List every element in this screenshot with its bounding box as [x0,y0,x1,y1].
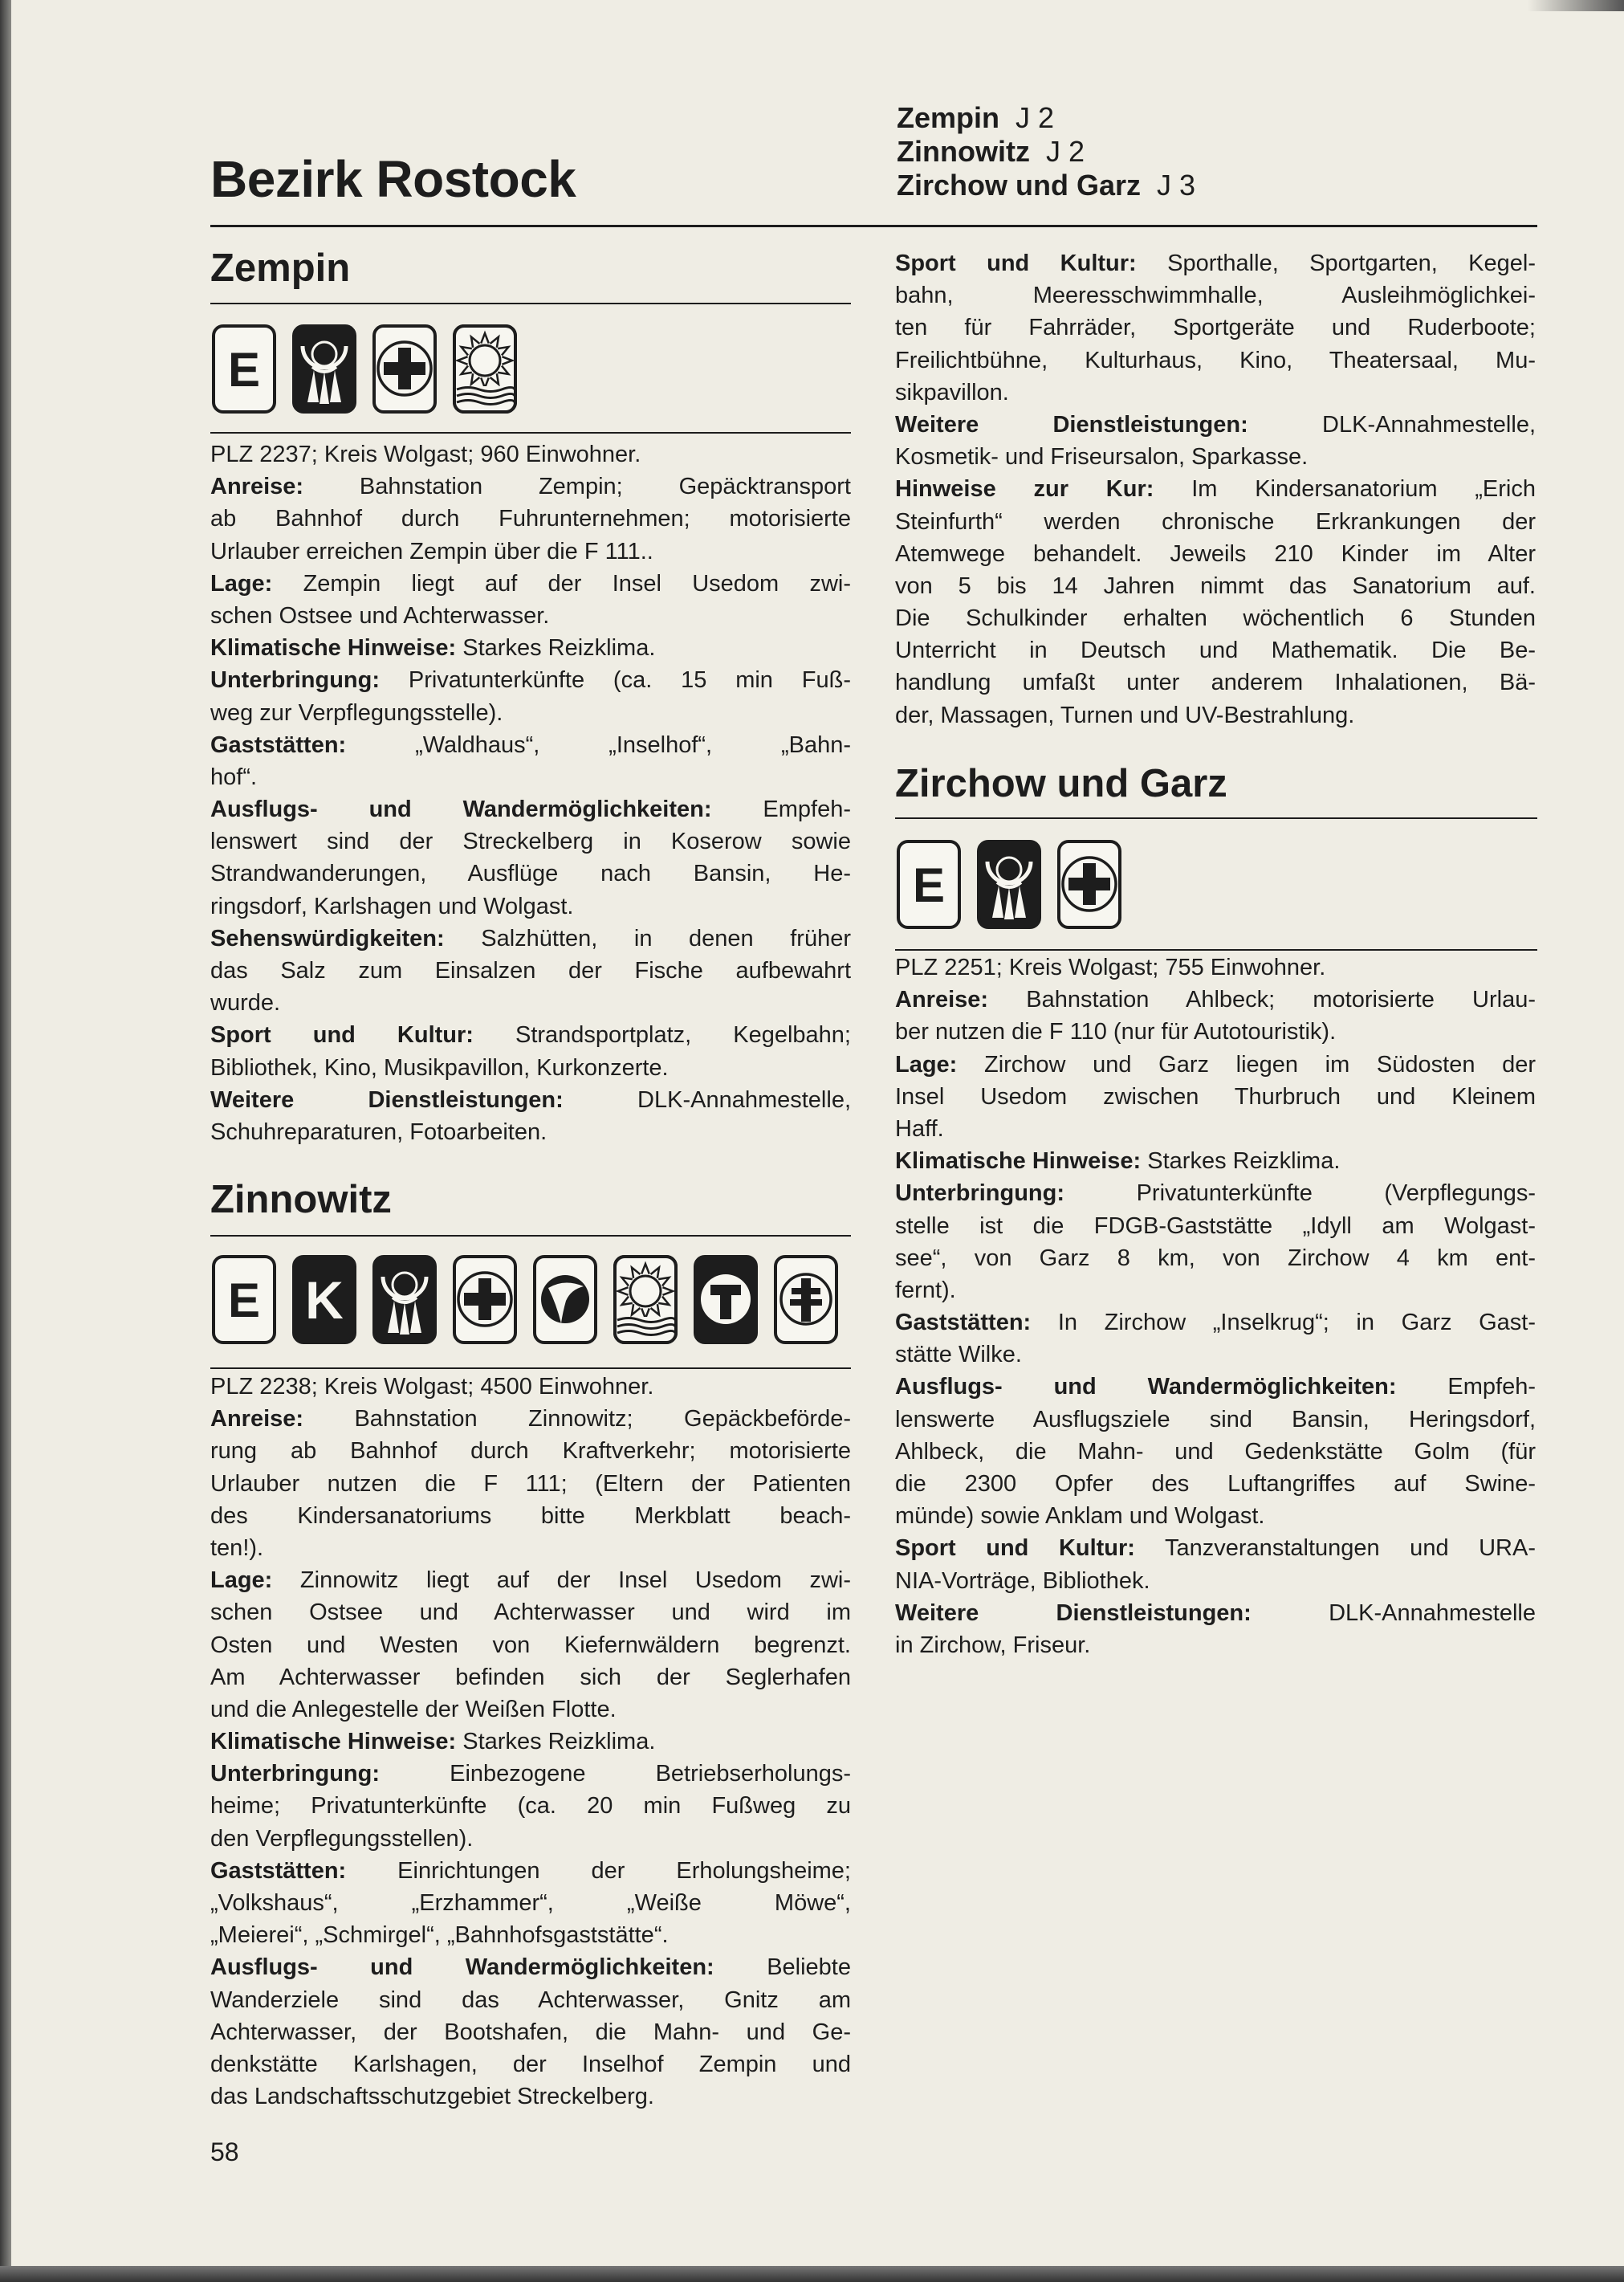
entry-text: den Verpflegungsstellen). [210,1825,474,1852]
index-item [897,169,1195,202]
text-line [210,1500,851,1532]
text-line [895,409,1536,441]
text-line [210,438,851,471]
entry-text: schen Ostsee und Achterwasser und wird im [210,1599,851,1626]
entry-text: see“, von Garz 8 km, von Zirchow 4 km ent- [895,1245,1536,1271]
entry-label: Hinweise zur Kur: [895,476,1154,503]
entry-text: „Waldhaus“, „Inselhof“, „Bahn- [415,731,851,758]
entry-text: Zinnowitz liegt auf der Insel Usedom zwi- [299,1567,852,1594]
entry [210,471,851,568]
entry-label: Anreise: [210,1406,304,1432]
entry [210,1019,851,1083]
posthorn-icon [976,839,1042,930]
entry-text: Wanderziele sind das Achterwasser, Gnitz am [210,1987,851,2013]
scan-edge-bottom [0,2266,1624,2282]
entry-label: Klimatische Hinweise: [210,1729,457,1755]
text-line [895,1436,1536,1468]
text-line [210,568,851,600]
text-line [210,1855,851,1887]
entry [895,1532,1536,1596]
index-item [897,101,1195,135]
entry-text: Im Kindersanatorium „Erich [1191,476,1536,503]
entry [895,1145,1536,1177]
entry-text: bahn, Meeresschwimmhalle, Ausleihmöglichkei- [895,283,1536,309]
entry-label: Ausflugs- und Wandermöglichkeiten: [895,1374,1397,1400]
text-line [895,1177,1536,1209]
entry-label: Sehenswürdigkeiten: [210,925,445,952]
text-line [895,538,1536,570]
text-line [210,1758,851,1790]
text-line [895,666,1536,699]
text-line [895,1049,1536,1081]
text-line [210,1564,851,1596]
entry-label: Lage: [210,570,273,597]
text-line [895,247,1536,279]
entry-text: Freilichtbühne, Kulturhaus, Kino, Theatersaal, Mu- [895,347,1536,373]
entry-label: Weitere Dienstleistungen: [895,1599,1252,1626]
entry-text: ten für Fahrräder, Sportgeräte und Ruderboote; [895,315,1536,341]
index-item [897,135,1195,169]
text-line [895,377,1536,409]
entry [895,952,1536,984]
entry-text: DLK-Annahmestelle, [637,1086,852,1113]
text-line [210,858,851,890]
entry-text: Sporthalle, Sportgarten, Kegel- [1167,251,1536,276]
entry-text: Strandwanderungen, Ausflüge nach Bansin, He- [210,861,851,887]
text-line [210,600,851,632]
entry-text: lenswert sind der Streckelberg in Koserow sowie [210,829,851,855]
text-line [210,1532,851,1564]
entry-text: Kosmetik- und Friseursalon, Sparkasse. [895,444,1309,471]
entry-text: hof“. [210,764,258,790]
entry-text: Die Schulkinder erhalten wöchentlich 6 Stunden [895,605,1536,632]
text-line [895,1468,1536,1500]
entry-text: Achterwasser, der Bootshafen, die Mahn- und Ge- [210,2019,851,2045]
text-line [210,1596,851,1628]
entry-text: DLK-Annahmestelle, [1322,411,1536,438]
entry-text: In Zirchow „Inselkrug“; in Garz Gast- [1057,1310,1536,1336]
red-cross-icon [452,1254,518,1345]
entry-text: NIA-Vorträge, Bibliothek. [895,1567,1150,1594]
index-grid: J 2 [1016,101,1055,134]
entry-text: in Zirchow, Friseur. [895,1632,1091,1658]
entry [210,729,851,793]
entry-text: ringsdorf, Karlshagen und Wolgast. [210,893,574,919]
entry-text: „Meierei“, „Schmirgel“, „Bahnhofsgaststätte“. [210,1922,669,1949]
entry-text: heime; Privatunterkünfte (ca. 20 min Fußweg zu [210,1793,851,1819]
posthorn-icon [291,324,357,414]
text-line [895,634,1536,666]
entry-text: „Volkshaus“, „Erzhammer“, „Weiße Möwe“, [210,1890,851,1916]
entry-text: Empfeh- [1447,1374,1536,1400]
entry-text: Privatunterkünfte (ca. 15 min Fuß- [408,667,851,694]
entry [210,1371,851,1403]
text-line [210,761,851,793]
text-line [210,1371,851,1403]
entry [895,1597,1536,1661]
page-number: 58 [210,2137,239,2166]
text-line [895,952,1536,984]
text-line [210,1019,851,1051]
entry-text: das Salz zum Einsalzen der Fische aufbewahrt [210,958,851,984]
entry [210,438,851,471]
entry-text: PLZ 2251; Kreis Wolgast; 755 Einwohner. [895,955,1326,980]
svg-text:E: E [227,1273,261,1327]
header-rule [210,225,1537,227]
entry-text: ten!). [210,1534,264,1561]
text-line [895,473,1536,505]
text-line [895,1629,1536,1661]
entry-text: Bahnstation Zinnowitz; Gepäckbeförde- [354,1406,851,1432]
entry [895,409,1536,473]
entry-text: Einrichtungen der Erholungsheime; [397,1857,851,1884]
letter-e-icon [211,324,277,414]
divider [895,949,1537,951]
red-cross-icon [372,324,438,414]
entry-text: Am Achterwasser befinden sich der Seglerhafen [210,1664,851,1690]
text-line [895,1500,1536,1532]
entry-text: Steinfurth“ werden chronische Erkrankungen der [895,508,1536,535]
text-line [210,1984,851,2016]
entry-label: Unterbringung: [210,667,381,694]
entry [895,1306,1536,1371]
section-title-zinnowitz: Zinnowitz [210,1178,392,1221]
entry-label: Lage: [895,1051,958,1078]
text-line [210,471,851,503]
entry-text: Strandsportplatz, Kegelbahn; [515,1022,851,1049]
entry-text: Insel Usedom zwischen Thurbruch und Kleinem [895,1083,1536,1110]
entry-text: Urlauber nutzen die F 111; (Eltern der Patienten [210,1470,851,1497]
text-line [210,890,851,923]
entry-text: Zempin liegt auf der Insel Usedom zwi- [303,570,851,597]
text-line [210,1661,851,1693]
text-line [895,1597,1536,1629]
entry [210,568,851,632]
text-line [210,1951,851,1983]
svg-text:E: E [912,858,946,912]
text-line [210,729,851,761]
text-line [210,503,851,535]
text-line [895,1565,1536,1597]
entry-text: rung ab Bahnhof durch Kraftverkehr; motorisierte [210,1438,851,1465]
icon-row [211,1254,839,1345]
text-line [895,279,1536,312]
entry-text: die 2300 Opfer des Luftangriffes auf Swine- [895,1471,1536,1497]
divider [895,817,1537,819]
entry-text: ber nutzen die F 110 (nur für Autotouristik). [895,1019,1337,1045]
entry-text: Starkes Reizklima. [462,635,656,662]
section-text-zinnowitz [210,1371,851,2113]
entry [210,793,851,923]
text-line [210,1726,851,1758]
entry-text: schen Ostsee und Achterwasser. [210,602,550,629]
entry-text: Starkes Reizklima. [1147,1148,1341,1175]
sun-sea-icon [613,1254,678,1345]
entry-text: des Kindersanatoriums bitte Merkblatt beach- [210,1502,851,1529]
svg-text:E: E [227,343,261,397]
text-line [210,987,851,1019]
entry [210,1758,851,1855]
entry-text: das Landschaftsschutzgebiet Streckelberg. [210,2084,654,2110]
entry [895,1371,1536,1532]
text-line [210,1468,851,1500]
entry-text: von 5 bis 14 Jahren nimmt das Sanatorium auf. [895,573,1536,599]
text-line [895,602,1536,634]
text-line [210,697,851,729]
svg-text:K: K [305,1270,344,1330]
entry-label: Klimatische Hinweise: [210,635,457,662]
entry [210,1084,851,1148]
text-line [210,1052,851,1084]
letter-k-icon [291,1254,357,1345]
entry-text: Salzhütten, in denen früher [481,925,851,952]
text-line [895,699,1536,731]
text-line [210,536,851,568]
place-index [897,101,1195,202]
text-line [210,1116,851,1148]
entry-label: Ausflugs- und Wandermöglichkeiten: [210,797,712,823]
entry-text: Unterricht in Deutsch und Mathematik. Die Be- [895,638,1536,664]
entry-text: der, Massagen, Turnen und UV-Bestrahlung. [895,702,1355,728]
entry-text: Beliebte [767,1954,851,1981]
entry [895,247,1536,409]
beach-ball-icon [532,1254,598,1345]
entry-text: wurde. [210,990,281,1017]
entry-text: PLZ 2237; Kreis Wolgast; 960 Einwohner. [210,442,641,467]
icon-row [896,839,1122,930]
entry-text: denkstätte Karlshagen, der Inselhof Zempin und [210,2051,851,2077]
section-text-zirchow [895,952,1536,1661]
text-line [895,1339,1536,1371]
entry [210,923,851,1020]
entry-text: sikpavillon. [895,379,1009,405]
posthorn-icon [372,1254,438,1345]
section-title-zempin: Zempin [210,247,351,290]
text-line [210,1790,851,1822]
text-line [210,2080,851,2113]
entry [210,1855,851,1952]
section-text-zempin [210,438,851,1148]
text-line [895,344,1536,377]
text-line [895,1404,1536,1436]
entry [210,664,851,728]
entry-text: Bahnstation Ahlbeck; motorisierte Urlau- [1026,987,1536,1013]
text-line [210,1693,851,1726]
text-line [210,1403,851,1435]
entry-text: münde) sowie Anklam und Wolgast. [895,1503,1265,1530]
entry-text: ab Bahnhof durch Fuhrunternehmen; motorisierte [210,506,851,532]
index-place: Zirchow und Garz [897,169,1142,202]
text-line [210,1435,851,1467]
text-line [895,312,1536,344]
page-title: Bezirk Rostock [210,150,576,208]
sun-sea-icon [452,324,518,414]
text-line [895,570,1536,602]
entry [895,1049,1536,1146]
lorraine-cross-icon [773,1254,839,1345]
entry [210,1403,851,1564]
divider [210,303,851,304]
entry-text: Tanzveranstaltungen und URA- [1165,1535,1536,1562]
text-line [210,1629,851,1661]
text-line [210,1823,851,1855]
letter-e-icon [211,1254,277,1345]
entry-label: Sport und Kultur: [895,1535,1135,1562]
entry-text: Schuhreparaturen, Fotoarbeiten. [210,1119,547,1145]
divider [210,432,851,434]
text-line [895,441,1536,473]
entry-text: weg zur Verpflegungsstelle). [210,699,503,726]
entry-label: Lage: [210,1567,273,1594]
text-line [895,1371,1536,1403]
entry-text: handlung umfaßt unter anderem Inhalationen, Bä- [895,670,1536,696]
text-line [210,1887,851,1919]
telephone-t-icon [693,1254,759,1345]
text-line [895,1113,1536,1145]
entry [210,632,851,664]
text-line [895,1210,1536,1242]
index-grid: J 2 [1045,135,1085,168]
text-line [895,1145,1536,1177]
entry-label: Sport und Kultur: [895,251,1137,276]
entry-label: Sport und Kultur: [210,1022,474,1049]
entry-text: Empfeh- [763,797,851,823]
letter-e-icon [896,839,962,930]
text-line [210,1084,851,1116]
entry-text: Bibliothek, Kino, Musikpavillon, Kurkonzerte. [210,1054,669,1081]
entry-label: Gaststätten: [210,1857,347,1884]
entry-text: PLZ 2238; Kreis Wolgast; 4500 Einwohner. [210,1374,654,1400]
text-line [895,1242,1536,1274]
text-line [210,825,851,858]
entry-text: Privatunterkünfte (Verpflegungs- [1136,1180,1536,1207]
entry [210,1564,851,1726]
divider [210,1367,851,1369]
divider [210,1235,851,1237]
text-line [210,2016,851,2048]
index-place: Zempin [897,101,1000,134]
text-line [210,2048,851,2080]
entry-text: Urlauber erreichen Zempin über die F 111.. [210,538,653,564]
text-line [895,1081,1536,1113]
entry-text: stätte Wilke. [895,1342,1022,1368]
entry-label: Weitere Dienstleistungen: [895,411,1248,438]
entry-text: Einbezogene Betriebserholungs- [450,1761,851,1787]
entry-text: stelle ist die FDGB-Gaststätte „Idyll am Wolgast- [895,1212,1536,1239]
entry-text: Starkes Reizklima. [462,1729,656,1755]
text-line [895,984,1536,1016]
entry-text: DLK-Annahmestelle [1329,1599,1536,1626]
text-line [210,793,851,825]
entry-text: Ahlbeck, die Mahn- und Gedenkstätte Golm (für [895,1438,1536,1465]
entry-text: Bahnstation Zempin; Gepäcktransport [359,474,851,500]
index-grid: J 3 [1157,169,1196,202]
text-line [210,955,851,987]
text-line [895,1016,1536,1048]
text-line [895,1274,1536,1306]
entry-label: Ausflugs- und Wandermöglichkeiten: [210,1954,714,1981]
entry [210,1726,851,1758]
text-line [895,506,1536,538]
entry-text: Haff. [895,1115,944,1142]
scan-edge-corner [1528,0,1624,11]
text-line [210,664,851,696]
entry-text: Osten und Westen von Kiefernwäldern begrenzt. [210,1632,851,1658]
entry-text: lenswerte Ausflugsziele sind Bansin, Heringsdorf, [895,1406,1536,1432]
entry-label: Gaststätten: [210,731,347,758]
entry-label: Anreise: [210,474,304,500]
icon-row [211,324,518,414]
red-cross-icon [1056,839,1122,930]
entry-text: Zirchow und Garz liegen im Südosten der [983,1051,1536,1078]
entry-text: und die Anlegestelle der Weißen Flotte. [210,1696,617,1722]
entry [210,1951,851,2113]
text-line [210,923,851,955]
entry-text: fernt). [895,1277,956,1303]
index-place: Zinnowitz [897,135,1030,168]
entry-label: Anreise: [895,987,989,1013]
text-line [210,1919,851,1951]
scan-edge-left [0,0,11,2282]
entry [895,473,1536,731]
entry [895,984,1536,1048]
text-line [895,1306,1536,1339]
entry-label: Unterbringung: [895,1180,1065,1207]
section-title-zirchow: Zirchow und Garz [895,762,1227,805]
text-line [210,632,851,664]
entry-label: Unterbringung: [210,1761,381,1787]
section-text-zinnowitz-continued [895,247,1536,731]
entry [895,1177,1536,1306]
entry-label: Klimatische Hinweise: [895,1148,1142,1175]
text-line [895,1532,1536,1564]
entry-text: Atemwege behandelt. Jeweils 210 Kinder im Alter [895,540,1536,567]
entry-label: Gaststätten: [895,1310,1032,1336]
entry-label: Weitere Dienstleistungen: [210,1086,564,1113]
